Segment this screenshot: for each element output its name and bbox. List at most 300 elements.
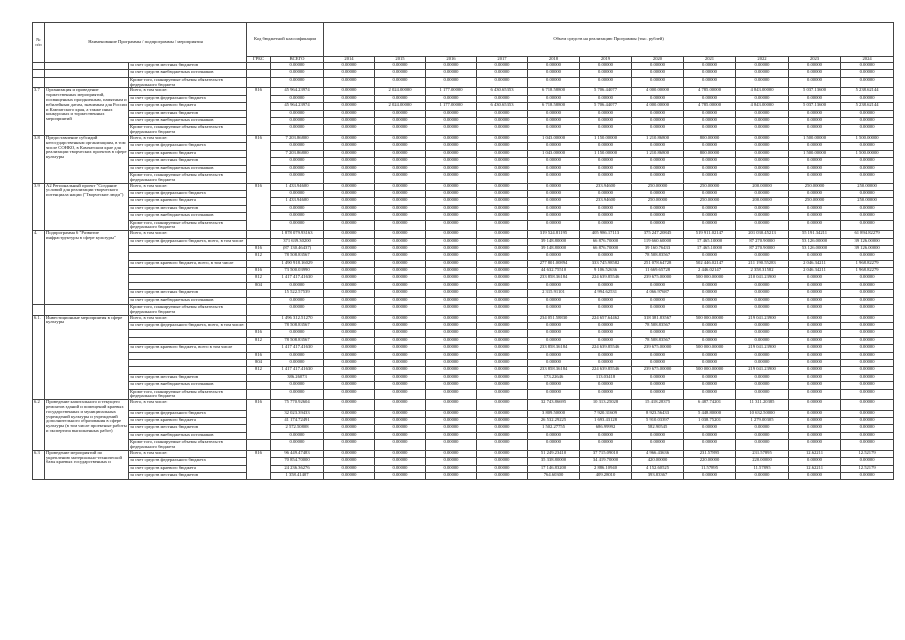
year-value: 0.00000 — [841, 305, 894, 316]
year-value: 0.00000 — [477, 150, 528, 157]
year-value: 0.00000 — [477, 400, 528, 410]
year-value: 0.00000 — [528, 143, 580, 150]
year-value: 0.00000 — [528, 323, 580, 330]
year-value: 0.00000 — [477, 117, 528, 124]
year-value: 0.00000 — [324, 432, 375, 439]
year-value: 0.00000 — [632, 360, 684, 367]
year-value: 0.00000 — [324, 472, 375, 479]
grbs-code: 816 — [247, 450, 271, 480]
year-value: 0.00000 — [528, 382, 580, 389]
year-value: 12.62211 — [789, 465, 841, 472]
funding-source: за счет средств внебюджетных источников — [129, 213, 247, 220]
year-value: 0.00000 — [736, 440, 789, 451]
funding-source: за счет средств краевого бюджета — [129, 198, 247, 205]
year-value: 0.00000 — [324, 374, 375, 381]
year-value: 420.00000 — [632, 458, 684, 465]
year-value: 4 994.62531 — [580, 290, 632, 297]
year-value: 0.00000 — [477, 275, 528, 282]
total-value: 0.00000 — [271, 297, 324, 304]
year-value: 0.00000 — [324, 367, 375, 374]
row-number: 6.2 — [33, 400, 45, 451]
year-value: 0.00000 — [477, 472, 528, 479]
table-row — [33, 360, 894, 367]
year-value: 0.00000 — [426, 158, 477, 165]
year-value: 87 270.90000 — [736, 238, 789, 245]
year-value: 0.00000 — [426, 432, 477, 439]
funding-source: за счет средств краевого бюджета, всего, в том числе — [129, 260, 247, 267]
year-value: 26 532.29225 — [528, 417, 580, 424]
year-value: 2 315.91101 — [528, 290, 580, 297]
year-value: 409.28010 — [580, 472, 632, 479]
year-value: 0.00000 — [684, 143, 736, 150]
measure-name: А2 Региональный проект "Создание условий для реализации творческого потенциала нации ("Творческие люди") — [45, 183, 129, 231]
year-value: 405 986.17113 — [580, 231, 632, 238]
year-value: 0.00000 — [375, 382, 426, 389]
year-value: 1 150.00000 — [580, 135, 632, 142]
year-value: 0.00000 — [841, 95, 894, 102]
funding-source — [129, 268, 247, 275]
year-value: 53 126.00000 — [789, 245, 841, 252]
year-value: 0.00000 — [684, 95, 736, 102]
year-value: 0.00000 — [580, 172, 632, 183]
year-value: 39 160.76433 — [632, 245, 684, 252]
year-value: 233 858.36184 — [528, 367, 580, 374]
table-row — [33, 275, 894, 282]
year-value: 0.00000 — [324, 231, 375, 238]
year-value: 0.00000 — [789, 70, 841, 77]
year-value: 0.00000 — [324, 183, 375, 190]
year-value: 0.00000 — [375, 172, 426, 183]
year-value: 0.00000 — [528, 125, 580, 136]
year-value: 0.00000 — [789, 253, 841, 260]
year-value: 0.00000 — [684, 360, 736, 367]
funding-source: Всего, в том числе: — [129, 400, 247, 410]
table-row — [33, 465, 894, 472]
year-value: 1 150.00000 — [580, 150, 632, 157]
year-value: 0.00000 — [789, 315, 841, 322]
year-value: 0.00000 — [632, 158, 684, 165]
year-value: 0.00000 — [580, 389, 632, 400]
year-value: 0.00000 — [324, 238, 375, 245]
year-value: 0.00000 — [375, 165, 426, 172]
year-value: 1 177.00000 — [426, 88, 477, 95]
year-value: 0.00000 — [632, 205, 684, 212]
total-value: 1 496 312.51270 — [271, 315, 324, 322]
header-year: 2023 — [789, 57, 841, 63]
year-value: 0.00000 — [375, 183, 426, 190]
total-value: 78 508.83567 — [271, 253, 324, 260]
year-value: 1 968.82279 — [841, 260, 894, 267]
year-value: 35 338.80000 — [528, 458, 580, 465]
year-value: 219 041.23900 — [736, 345, 789, 352]
year-value: 0.00000 — [426, 323, 477, 330]
year-value: 0.00000 — [684, 425, 736, 432]
year-value: 0.00000 — [684, 432, 736, 439]
grbs-code: 804 — [247, 360, 271, 367]
year-value: 0.00000 — [841, 282, 894, 289]
year-value: 1 210.86800 — [632, 150, 684, 157]
year-value: 0.00000 — [375, 190, 426, 197]
year-value: 0.00000 — [426, 374, 477, 381]
year-value: 0.00000 — [375, 95, 426, 102]
grbs-code — [247, 70, 271, 77]
year-value: 0.00000 — [841, 417, 894, 424]
year-value: 0.00000 — [375, 63, 426, 70]
total-value: 15 522.57539 — [271, 290, 324, 297]
year-value: 500 000.00000 — [684, 345, 736, 352]
funding-source: за счет средств местных бюджетов — [129, 374, 247, 381]
year-value: 17 146.83200 — [528, 465, 580, 472]
year-value: 0.00000 — [841, 330, 894, 337]
year-value: 0.00000 — [528, 352, 580, 359]
row-number — [33, 70, 45, 77]
year-value: 0.00000 — [324, 458, 375, 465]
header-grbs: ГРБС — [247, 57, 271, 63]
year-value: 0.00000 — [375, 323, 426, 330]
funding-source: за счет средств федерального бюджета — [129, 190, 247, 197]
year-value: 1 043.00000 — [528, 150, 580, 157]
year-value: 0.00000 — [841, 158, 894, 165]
funding-source: Всего, в том числе: — [129, 450, 247, 457]
year-value: 173.22646 — [528, 374, 580, 381]
year-value: 12.52179 — [841, 465, 894, 472]
year-value: 0.00000 — [324, 135, 375, 142]
year-value: 0.00000 — [841, 352, 894, 359]
year-value: 0.00000 — [477, 282, 528, 289]
year-value: 0.00000 — [426, 260, 477, 267]
funding-source: за счет средств местных бюджетов — [129, 290, 247, 297]
year-value: 0.00000 — [324, 190, 375, 197]
total-value: 1 417 417.41630 — [271, 367, 324, 374]
funding-source: за счет средств внебюджетных источников — [129, 165, 247, 172]
year-value: 0.00000 — [841, 70, 894, 77]
year-value: 0.00000 — [789, 400, 841, 410]
year-value: 224 639.85546 — [580, 275, 632, 282]
year-value: 0.00000 — [789, 410, 841, 417]
year-value: 0.00000 — [324, 158, 375, 165]
year-value: 0.00000 — [324, 77, 375, 88]
year-value: 9 106.52636 — [580, 268, 632, 275]
year-value: 250.00000 — [632, 198, 684, 205]
year-value: 0.00000 — [477, 143, 528, 150]
table-row — [33, 205, 894, 212]
year-value: 0.00000 — [477, 268, 528, 275]
year-value: 250.00000 — [789, 183, 841, 190]
year-value: 0.00000 — [375, 231, 426, 238]
year-value: 333 745.98582 — [580, 260, 632, 267]
year-value: 5 910.03397 — [632, 417, 684, 424]
year-value: 4 152.60525 — [632, 465, 684, 472]
year-value: 0.00000 — [477, 77, 528, 88]
year-value: 0.00000 — [736, 305, 789, 316]
year-value: 0.00000 — [375, 400, 426, 410]
year-value: 0.00000 — [580, 165, 632, 172]
year-value: 0.00000 — [324, 205, 375, 212]
year-value: 3 809.50000 — [528, 410, 580, 417]
year-value: 0.00000 — [324, 315, 375, 322]
year-value: 0.00000 — [789, 190, 841, 197]
year-value: 0.00000 — [477, 63, 528, 70]
grbs-code — [247, 305, 271, 316]
year-value: 17 465.10000 — [684, 245, 736, 252]
year-value: 0.00000 — [426, 143, 477, 150]
row-number — [33, 77, 45, 88]
funding-source: за счет средств местных бюджетов — [129, 110, 247, 117]
year-value: 0.00000 — [426, 417, 477, 424]
year-value: 0.00000 — [580, 220, 632, 231]
header-year: 2020 — [632, 57, 684, 63]
funding-source: Всего, в том числе: — [129, 183, 247, 190]
year-value: 4 843.00000 — [736, 88, 789, 95]
funding-source: за счет средств федерального бюджета — [129, 95, 247, 102]
table-row — [33, 165, 894, 172]
grbs-code: 816 — [247, 135, 271, 183]
year-value: 10 313.25028 — [580, 400, 632, 410]
funding-source: за счет средств внебюджетных источников — [129, 297, 247, 304]
measure-name — [45, 77, 129, 88]
year-value: 0.00000 — [324, 465, 375, 472]
table-row — [33, 158, 894, 165]
year-value: 0.00000 — [324, 95, 375, 102]
year-value: 0.00000 — [789, 360, 841, 367]
year-value: 0.00000 — [375, 297, 426, 304]
year-value: 0.00000 — [580, 330, 632, 337]
year-value: 0.00000 — [528, 63, 580, 70]
year-value: 5 706.44077 — [580, 88, 632, 95]
year-value: 250.00000 — [841, 198, 894, 205]
table-row — [33, 95, 894, 102]
year-value: 0.00000 — [375, 70, 426, 77]
year-value: 1 693.43128 — [580, 417, 632, 424]
total-value: 1 433.94600 — [271, 198, 324, 205]
year-value: 0.00000 — [684, 63, 736, 70]
year-value: 0.00000 — [789, 290, 841, 297]
year-value: 0.00000 — [375, 205, 426, 212]
year-value: 0.00000 — [841, 440, 894, 451]
year-value: 0.00000 — [426, 63, 477, 70]
year-value: 0.00000 — [580, 213, 632, 220]
header-year: 2021 — [684, 57, 736, 63]
year-value: 0.00000 — [375, 440, 426, 451]
total-value: 0.00000 — [271, 389, 324, 400]
year-value: 0.00000 — [841, 290, 894, 297]
year-value: 0.00000 — [684, 382, 736, 389]
year-value: 0.00000 — [736, 158, 789, 165]
year-value: 0.00000 — [580, 297, 632, 304]
year-value: 44 632.75510 — [528, 268, 580, 275]
year-value: 0.00000 — [477, 231, 528, 238]
year-value: 0.00000 — [477, 172, 528, 183]
funding-source: за счет средств краевого бюджета — [129, 150, 247, 157]
row-number: 6.3 — [33, 450, 45, 480]
year-value: 0.00000 — [477, 70, 528, 77]
year-value: 0.00000 — [324, 440, 375, 451]
year-value: 0.00000 — [789, 352, 841, 359]
year-value: 0.00000 — [632, 305, 684, 316]
year-value: 0.00000 — [324, 450, 375, 457]
year-value: 0.00000 — [580, 63, 632, 70]
grbs-code: 816 — [247, 88, 271, 136]
year-value: 0.00000 — [841, 220, 894, 231]
total-value: 24 236.36276 — [271, 465, 324, 472]
year-value: 0.00000 — [580, 77, 632, 88]
grbs-code — [247, 382, 271, 389]
measure-name — [45, 63, 129, 70]
year-value: 15 418.28375 — [632, 400, 684, 410]
table-row — [33, 231, 894, 238]
year-value: 0.00000 — [375, 110, 426, 117]
year-value: 4 066.97687 — [632, 290, 684, 297]
year-value: 0.00000 — [841, 165, 894, 172]
year-value: 0.00000 — [632, 220, 684, 231]
grbs-code: 816 — [247, 245, 271, 252]
year-value: 0.00000 — [789, 143, 841, 150]
year-value: 0.00000 — [375, 305, 426, 316]
year-value: 0.00000 — [426, 95, 477, 102]
year-value: 0.00000 — [477, 190, 528, 197]
table-row — [33, 417, 894, 424]
year-value: 239 675.00000 — [632, 275, 684, 282]
year-value: 0.00000 — [375, 352, 426, 359]
table-row — [33, 198, 894, 205]
year-value: 0.00000 — [632, 63, 684, 70]
year-value: 277 801.00894 — [528, 260, 580, 267]
year-value: 0.00000 — [477, 330, 528, 337]
year-value: 0.00000 — [580, 95, 632, 102]
year-value: 0.00000 — [426, 282, 477, 289]
year-value: 0.00000 — [632, 125, 684, 136]
year-value: 0.00000 — [426, 238, 477, 245]
year-value: 0.00000 — [528, 432, 580, 439]
total-value: 1 433.94600 — [271, 183, 324, 190]
total-value: 0.00000 — [271, 305, 324, 316]
year-value: 319 524.81195 — [528, 231, 580, 238]
year-value: 251 078.64728 — [632, 260, 684, 267]
year-value: 0.00000 — [580, 70, 632, 77]
year-value: 2 886.10940 — [580, 465, 632, 472]
total-value: 0.00000 — [271, 190, 324, 197]
year-value: 0.00000 — [789, 275, 841, 282]
total-value: 0.00000 — [271, 282, 324, 289]
grbs-code: 816 — [247, 183, 271, 231]
funding-source: за счет средств местных бюджетов — [129, 158, 247, 165]
year-value: 0.00000 — [841, 110, 894, 117]
year-value: 239 675.00000 — [632, 345, 684, 352]
total-value: (87 130.46437) — [271, 245, 324, 252]
table-row — [33, 425, 894, 432]
grbs-code — [247, 440, 271, 451]
total-value: 70 854.70000 — [271, 458, 324, 465]
row-number: 6.1. — [33, 315, 45, 400]
year-value: 2 024.00000 — [375, 88, 426, 95]
year-value: 32 743.86695 — [528, 400, 580, 410]
funding-source: Всего, в том числе: — [129, 231, 247, 238]
grbs-code — [247, 345, 271, 352]
year-value: 231.57895 — [736, 450, 789, 457]
year-value: 0.00000 — [528, 220, 580, 231]
year-value: 0.00000 — [477, 323, 528, 330]
year-value: 0.00000 — [324, 337, 375, 344]
year-value: 0.00000 — [324, 400, 375, 410]
year-value: 0.00000 — [736, 337, 789, 344]
year-value: 0.00000 — [632, 382, 684, 389]
year-value: 233 858.36184 — [528, 345, 580, 352]
year-value: 0.00000 — [841, 432, 894, 439]
year-value: 0.00000 — [841, 382, 894, 389]
year-value: 0.00000 — [580, 352, 632, 359]
year-value: 0.00000 — [477, 465, 528, 472]
year-value: 0.00000 — [841, 389, 894, 400]
table-row — [33, 282, 894, 289]
grbs-code — [247, 315, 271, 322]
year-value: 0.00000 — [426, 268, 477, 275]
header-year: 2016 — [426, 57, 477, 63]
table-row — [33, 345, 894, 352]
year-value: 0.00000 — [375, 389, 426, 400]
year-value: 0.00000 — [632, 352, 684, 359]
year-value: 0.00000 — [841, 345, 894, 352]
year-value: 0.00000 — [477, 253, 528, 260]
year-value: 0.00000 — [736, 282, 789, 289]
table-row — [33, 143, 894, 150]
year-value: 0.00000 — [528, 389, 580, 400]
year-value: 239 675.00000 — [632, 367, 684, 374]
year-value: 0.00000 — [789, 282, 841, 289]
year-value: 0.00000 — [375, 472, 426, 479]
year-value: 0.00000 — [426, 305, 477, 316]
program-funding-table — [32, 22, 894, 480]
year-value: 78 508.83567 — [632, 337, 684, 344]
header-year: 2018 — [528, 57, 580, 63]
total-value: 0.00000 — [271, 77, 324, 88]
year-value: 0.00000 — [736, 425, 789, 432]
year-value: 0.00000 — [375, 290, 426, 297]
year-value: 5 037.13600 — [789, 88, 841, 95]
year-value: 0.00000 — [528, 330, 580, 337]
grbs-code — [247, 63, 271, 70]
year-value: 0.00000 — [375, 150, 426, 157]
year-value: 0.00000 — [684, 213, 736, 220]
total-value: 0.00000 — [271, 117, 324, 124]
funding-source: Кроме того, планируемые объемы обязательств федерального бюджета — [129, 389, 247, 400]
year-value: 0.00000 — [684, 125, 736, 136]
table-row — [33, 297, 894, 304]
year-value: 0.00000 — [684, 158, 736, 165]
year-value: 0.00000 — [684, 70, 736, 77]
year-value: 0.00000 — [426, 77, 477, 88]
table-row — [33, 305, 894, 316]
year-value: 0.00000 — [632, 374, 684, 381]
grbs-code — [247, 297, 271, 304]
measure-name: Проведение капитального и текущего ремонтов зданий и помещений краевых государственных и муниципальных учреждений культуры и учреждений дополнительного образования в сфере культуры (в том числе проектные работы и экспертиза выполненных работ) — [45, 400, 129, 451]
year-value: 39 148.80000 — [528, 238, 580, 245]
year-value: 233.94600 — [580, 198, 632, 205]
year-value: 0.00000 — [580, 305, 632, 316]
funding-source — [129, 253, 247, 260]
year-value: 200.00000 — [736, 183, 789, 190]
year-value: 0.00000 — [789, 382, 841, 389]
year-value: 0.00000 — [477, 374, 528, 381]
year-value: 0.00000 — [375, 158, 426, 165]
year-value: 1 210.86800 — [632, 135, 684, 142]
header-year: 2024 — [841, 57, 894, 63]
table-row — [33, 253, 894, 260]
total-value: 96 449.47483 — [271, 450, 324, 457]
year-value: 0.00000 — [528, 213, 580, 220]
year-value: 1 038.75201 — [684, 417, 736, 424]
year-value: 66 876.70000 — [580, 238, 632, 245]
year-value: 0.00000 — [426, 190, 477, 197]
